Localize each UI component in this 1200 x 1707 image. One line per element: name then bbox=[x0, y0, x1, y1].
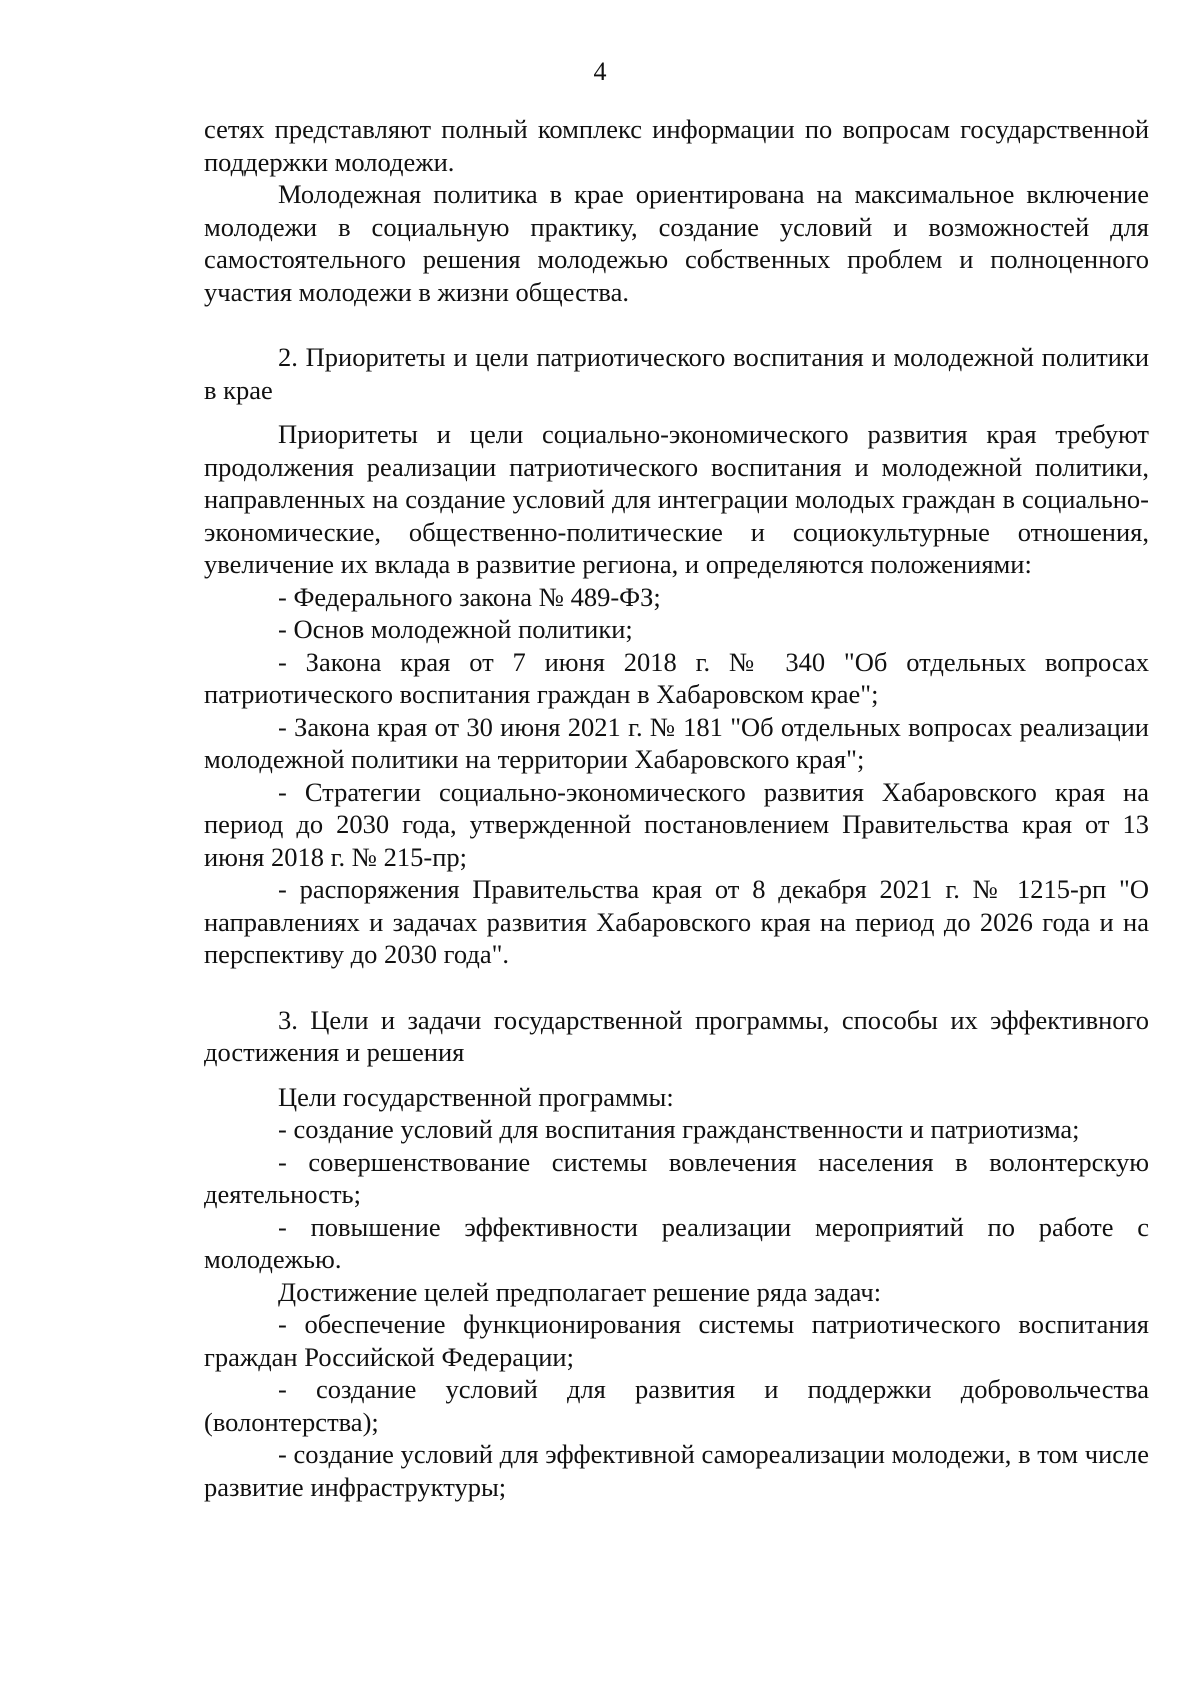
paragraph: Достижение целей предполагает решение ряда задач: bbox=[278, 1276, 882, 1307]
list-item: - Федерального закона № 489-ФЗ; bbox=[278, 581, 661, 612]
list-item: - Стратегии социально-экономического развития Хабаровского края на период до 2030 года, утвержденной постановлением Правительства края от 13 июня 2018 г. № 215-пр; bbox=[204, 776, 1149, 872]
section-heading: 3. Цели и задачи государственной программы, способы их эффективного достижения и решения bbox=[204, 1004, 1149, 1067]
list-item: - повышение эффективности реализации мероприятий по работе с молодежью. bbox=[204, 1211, 1149, 1274]
paragraph: Молодежная политика в крае ориентирована на максимальное включение молодежи в социальную практику, создание условий и возможностей для самостоятельного решения молодежью собственных проблем и полноценного участия молодежи в жизни общества. bbox=[204, 179, 1149, 307]
list-item: - обеспечение функционирования системы патриотического воспитания граждан Российской Федерации; bbox=[204, 1309, 1149, 1372]
page-number: 4 bbox=[593, 57, 607, 86]
list-item: - Основ молодежной политики; bbox=[278, 614, 633, 644]
list-item: - Закона края от 7 июня 2018 г. № 340 "Об отдельных вопросах патриотического воспитания граждан в Хабаровском крае"; bbox=[204, 646, 1149, 709]
list-item: - создание условий для воспитания гражданственности и патриотизма; bbox=[278, 1114, 1080, 1144]
list-item: - Закона края от 30 июня 2021 г. № 181 "Об отдельных вопросах реализации молодежной политики на территории Хабаровского края"; bbox=[204, 711, 1149, 774]
paragraph: Приоритеты и цели социально-экономического развития края требуют продолжения реализации патриотического воспитания и молодежной политики, направленных на создание условий для интеграции молодых граждан в социально-экономические, общественно-политические и социокультурные отношения, увеличение их вклада в развитие региона, и определяются положениями: bbox=[204, 419, 1149, 579]
section-heading: 2. Приоритеты и цели патриотического воспитания и молодежной политики в крае bbox=[204, 342, 1149, 405]
paragraph: Цели государственной программы: bbox=[278, 1081, 674, 1112]
paragraph: сетях представляют полный комплекс информации по вопросам государственной поддержки молодежи. bbox=[204, 114, 1149, 177]
list-item: - создание условий для развития и поддержки добровольчества (волонтерства); bbox=[204, 1374, 1149, 1437]
list-item: - совершенствование системы вовлечения населения в волонтерскую деятельность; bbox=[204, 1146, 1149, 1209]
list-item: - распоряжения Правительства края от 8 декабря 2021 г. № 1215-рп "О направлениях и задачах развития Хабаровского края на период до 2026 года и на перспективу до 2030 года". bbox=[204, 874, 1149, 969]
document-body bbox=[204, 113, 1149, 1503]
list-item: - создание условий для эффективной самореализации молодежи, в том числе развитие инфраструктуры; bbox=[204, 1439, 1149, 1502]
